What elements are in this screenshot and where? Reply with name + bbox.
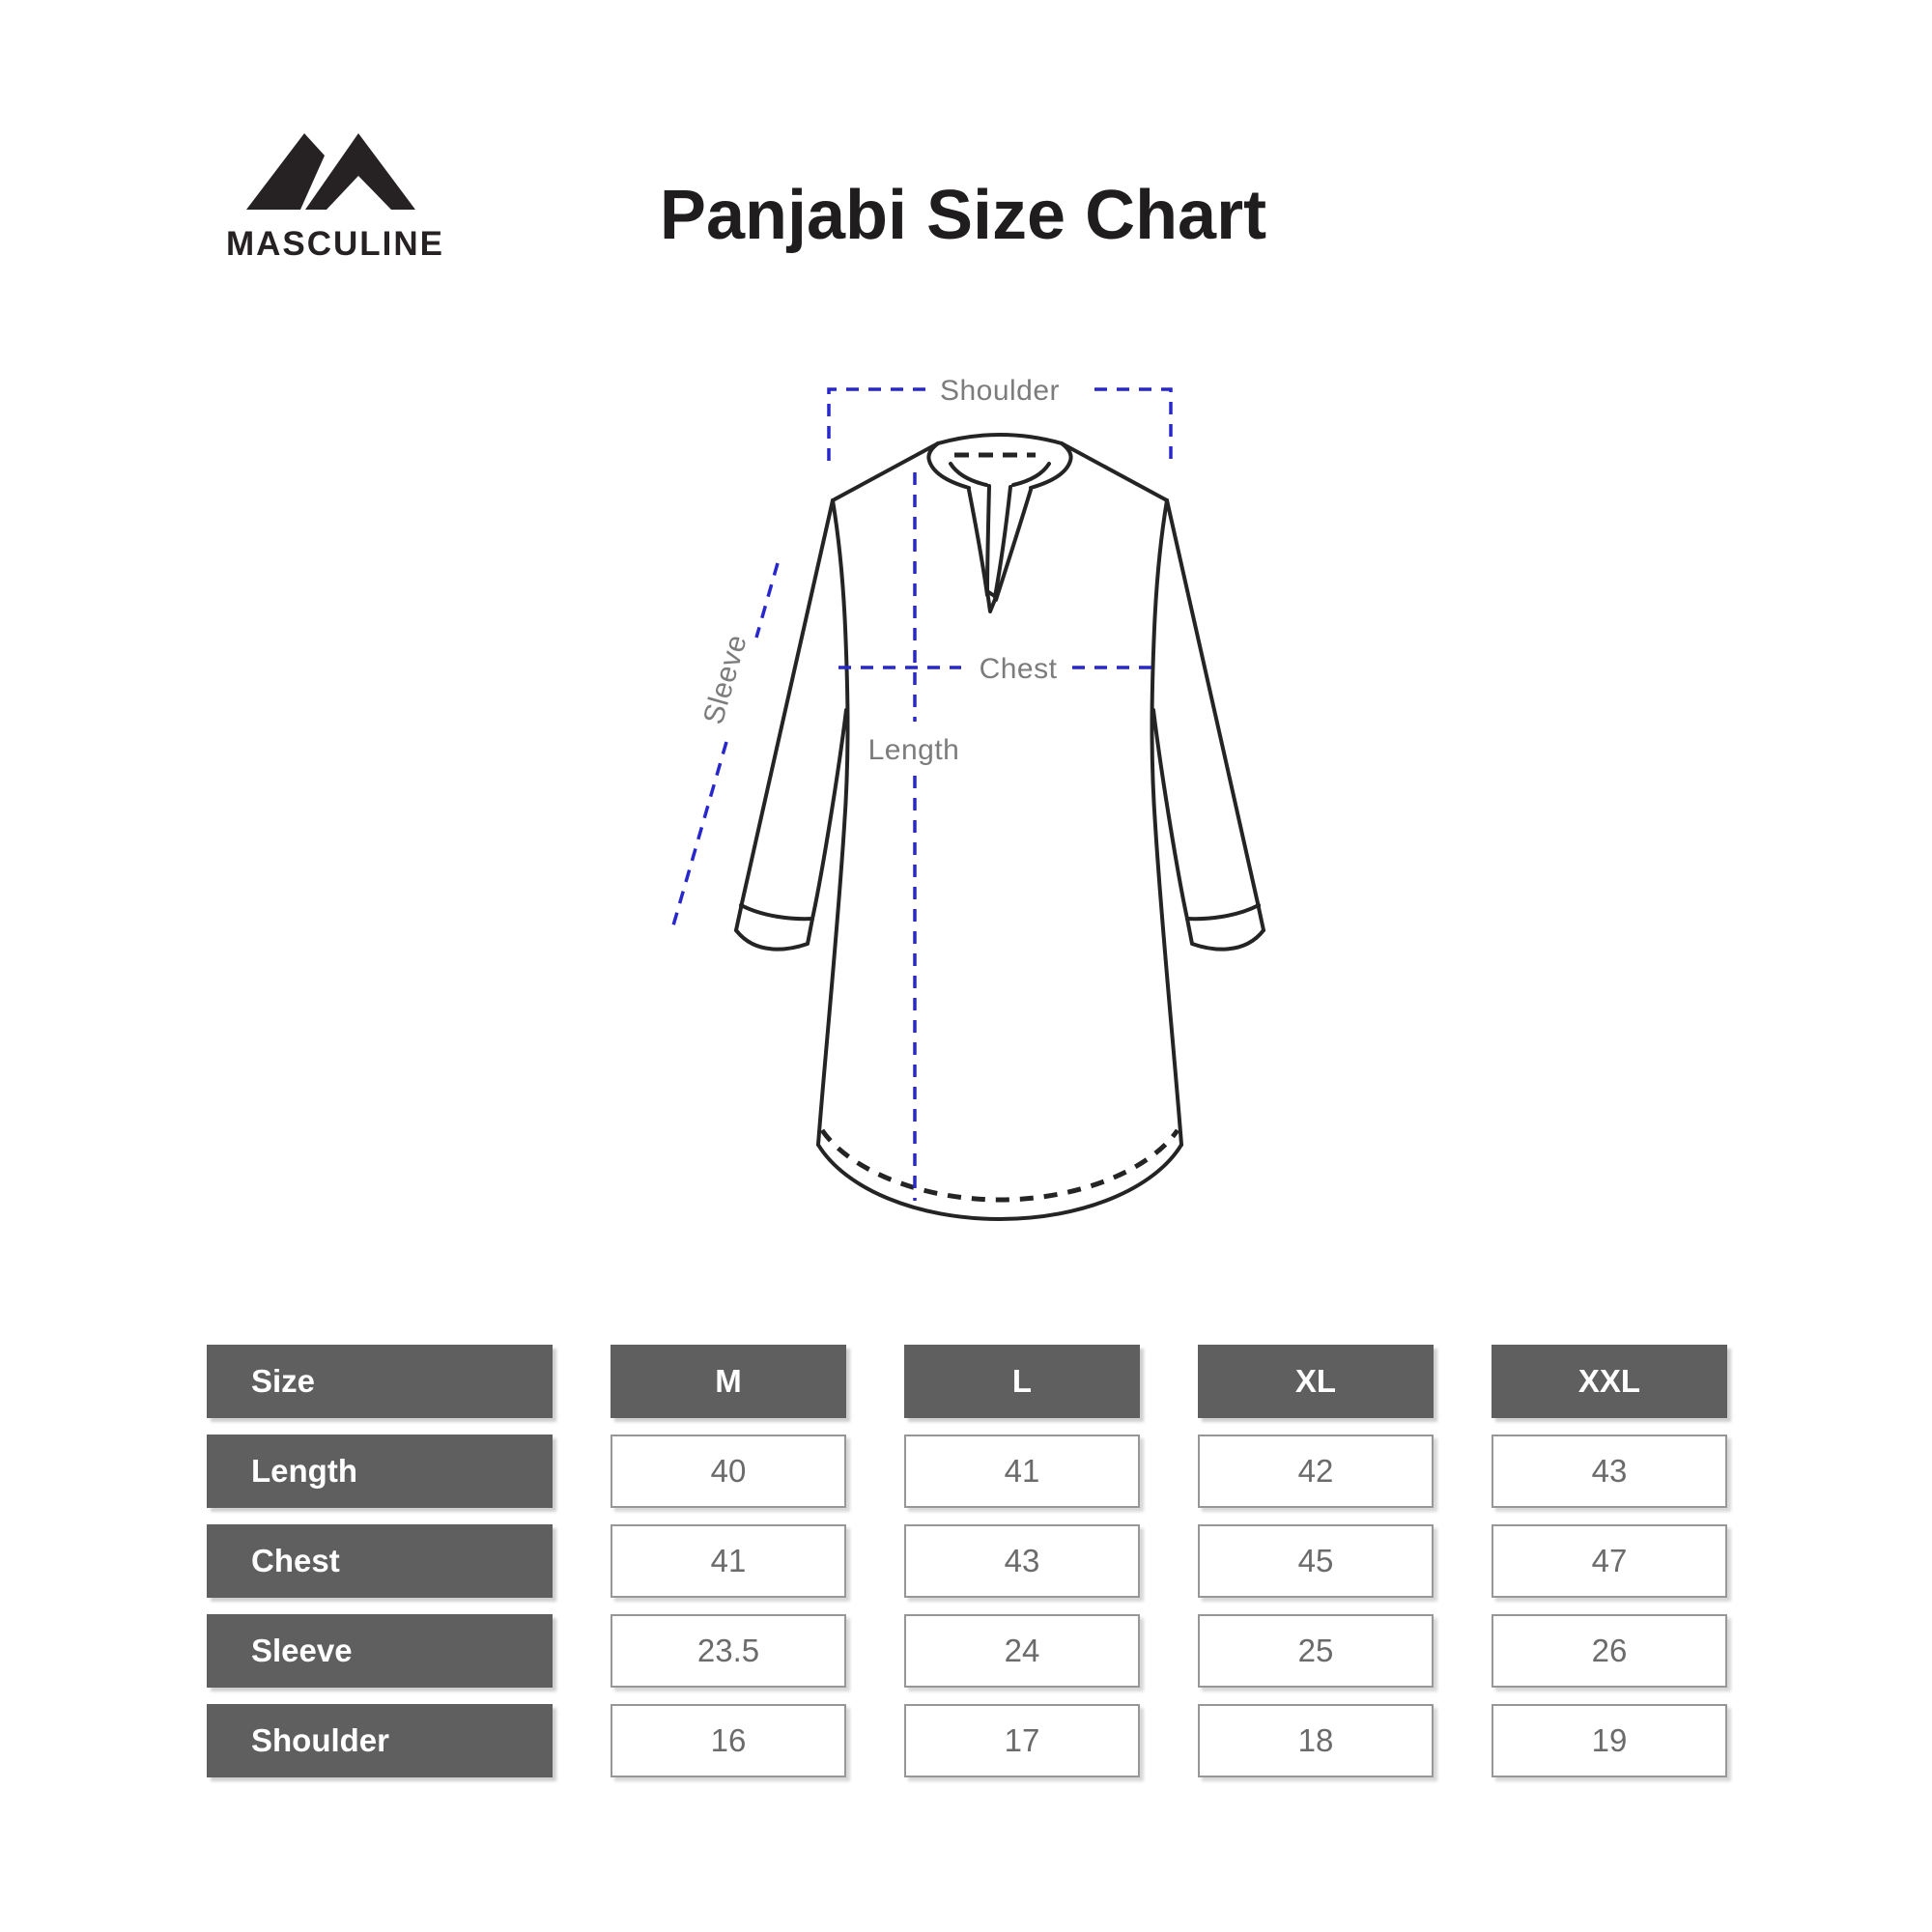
panjabi-outline-icon [609,357,1285,1236]
cell-chest-xl: 45 [1198,1524,1434,1598]
row-label-chest: Chest [207,1524,553,1598]
mountain-logo-icon [193,116,483,232]
page-title: Panjabi Size Chart [659,177,1267,254]
shoulder-bracket-left [829,389,925,461]
cell-sleeve-xl: 25 [1198,1614,1434,1688]
row-label-length: Length [207,1435,553,1508]
size-table [207,1345,1727,1777]
cell-shoulder-l: 17 [904,1704,1140,1777]
cell-shoulder-m: 16 [611,1704,846,1777]
cell-shoulder-xxl: 19 [1492,1704,1727,1777]
cell-chest-l: 43 [904,1524,1140,1598]
cell-length-xxl: 43 [1492,1435,1727,1508]
cell-chest-xxl: 47 [1492,1524,1727,1598]
cell-shoulder-xl: 18 [1198,1704,1434,1777]
cell-length-xl: 42 [1198,1435,1434,1508]
cell-sleeve-l: 24 [904,1614,1140,1688]
sleeve-label: Sleeve [696,631,753,728]
panjabi-measurement-diagram [609,357,1285,1241]
col-header-xxl: XXL [1492,1345,1727,1418]
col-header-xl: XL [1198,1345,1434,1418]
cell-chest-m: 41 [611,1524,846,1598]
row-label-sleeve: Sleeve [207,1614,553,1688]
sleeve-line-upper [756,563,778,638]
sleeve-line-lower [673,742,726,925]
col-header-m: M [611,1345,846,1418]
row-label-shoulder: Shoulder [207,1704,553,1777]
cell-length-l: 41 [904,1435,1140,1508]
chest-label: Chest [979,653,1058,685]
cell-length-m: 40 [611,1435,846,1508]
cell-sleeve-xxl: 26 [1492,1614,1727,1688]
shoulder-label: Shoulder [939,375,1061,407]
measurement-lines [673,389,1171,1201]
cell-sleeve-m: 23.5 [611,1614,846,1688]
masculine-logo [193,116,483,237]
brand-wordmark: MASCULINE [225,225,445,263]
length-label: Length [867,734,960,766]
col-header-size: Size [207,1345,553,1418]
col-header-l: L [904,1345,1140,1418]
shoulder-bracket-right [1094,389,1171,461]
